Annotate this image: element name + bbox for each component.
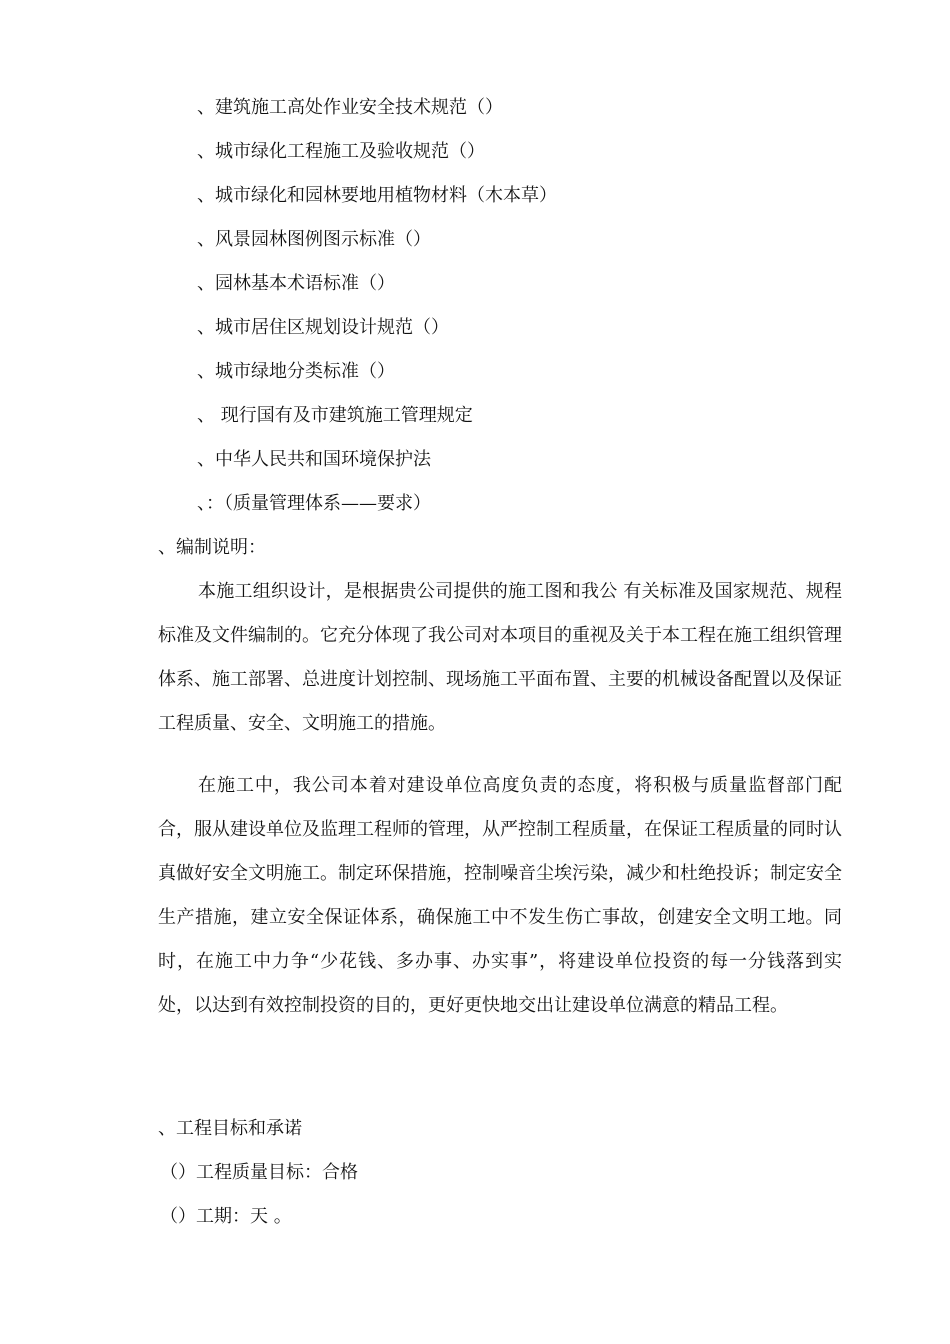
duration-line: （）工期：天 。 (160, 1206, 292, 1227)
standards-list-item: 、城市居住区规划设计规范（） (197, 317, 449, 338)
section-heading-compile-notes: 、编制说明： (158, 537, 266, 558)
standards-list-item: 、 现行国有及市建筑施工管理规定 (197, 405, 473, 426)
standards-list-item: 、城市绿化工程施工及验收规范（） (197, 141, 485, 162)
compile-notes-paragraph-1: 本施工组织设计，是根据贵公司提供的施工图和我公 有关标准及国家规范、规程标准及文件编制的。它充分体现了我公司对本项目的重视及关于本工程在施工组织管理体系、施工部署、总进度计划控制、现场施工平面布置、主要的机械设备配置以及保证工程质量、安全、文明施工的措施。 (158, 581, 842, 734)
standards-list-item: 、城市绿地分类标准（） (197, 361, 395, 382)
standards-list-item: 、：（质量管理体系——要求） (197, 493, 431, 514)
standards-list-item: 、中华人民共和国环境保护法 (197, 449, 431, 470)
standards-list-item: 、风景园林图例图示标准（） (197, 229, 431, 250)
compile-notes-paragraph-2: 在施工中，我公司本着对建设单位高度负责的态度，将积极与质量监督部门配合，服从建设单位及监理工程师的管理，从严控制工程质量，在保证工程质量的同时认真做好安全文明施工。制定环保措施，控制噪音尘埃污染，减少和杜绝投诉；制定安全生产措施，建立安全保证体系，确保施工中不发生伤亡事故，创建安全文明工地。同时，在施工中力争“少花钱、多办事、办实事”，将建设单位投资的每一分钱落到实处，以达到有效控制投资的目的，更好更快地交出让建设单位满意的精品工程。 (158, 775, 842, 1016)
quality-target-line: （）工程质量目标：合格 (160, 1162, 358, 1183)
standards-list-item: 、城市绿化和园林要地用植物材料（木本草） (197, 185, 557, 206)
standards-list-item: 、建筑施工高处作业安全技术规范（） (197, 97, 503, 118)
section-heading-goals: 、工程目标和承诺 (158, 1118, 302, 1139)
standards-list-item: 、园林基本术语标准（） (197, 273, 395, 294)
